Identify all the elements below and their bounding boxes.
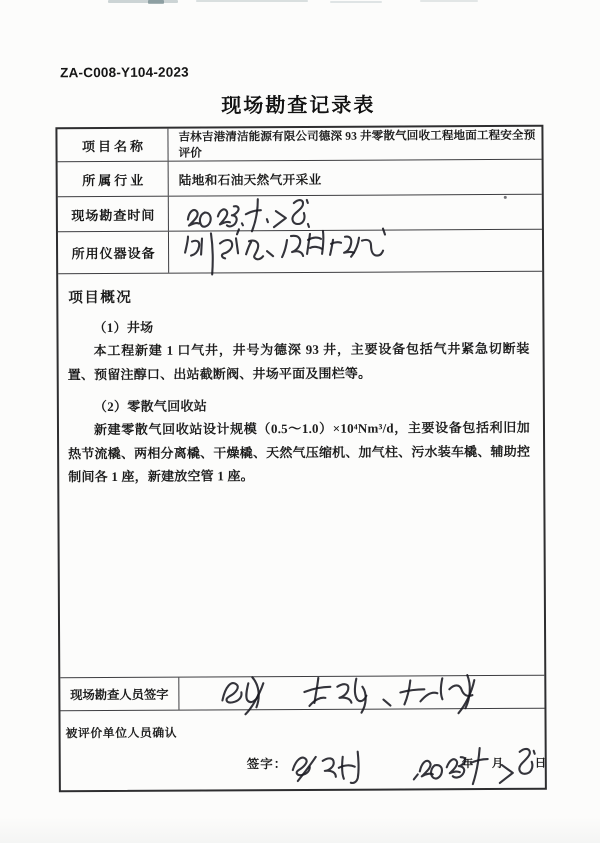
- row-industry: [58, 160, 542, 198]
- row-surveyor-signatures: [60, 676, 544, 712]
- overview-item1-text: 本工程新建 1 口气井，井号为德深 93 井，主要设备包括气井紧急切断装置、预留注醇口、出站截断阀、井场平面及围栏等。: [67, 340, 530, 382]
- sign-here-label: 签字：: [246, 757, 288, 772]
- project-overview: [58, 272, 543, 489]
- overview-item1-heading: （1）井场: [93, 319, 154, 336]
- confirmation-label: 被评价单位人员确认: [65, 725, 178, 741]
- document-code: ZA-C008-Y104-2023: [60, 64, 189, 81]
- industry-value: 陆地和石油天然气开采业: [178, 172, 322, 188]
- row-project-overview: [58, 272, 544, 679]
- surveyor-signatures-area: [179, 676, 544, 710]
- form-title: 现场勘查记录表: [221, 94, 376, 118]
- instruments-label: 所用仪器设备: [58, 232, 169, 274]
- survey-time-value: [169, 195, 542, 231]
- day-label: 日: [534, 757, 547, 770]
- row-survey-time: [58, 195, 542, 233]
- overview-item2-heading: （2）零散气回收站: [93, 398, 208, 415]
- year-label: 年: [461, 758, 474, 771]
- overview-item2-text: 新建零散气回收站设计规模（0.5～1.0）×10⁴Nm³/d，主要设备包括利旧加热节流橇、两相分离橇、干燥橇、天然气压缩机、加气柱、污水装车橇、辅助控制间各 1 座，新建放空管 1 座。: [68, 419, 531, 485]
- row-project-name: [57, 127, 541, 163]
- record-table: [55, 125, 546, 793]
- project-name-value: 吉林吉港清洁能源有限公司德深 93 井零散气回收工程地面工程安全预评价: [178, 128, 536, 160]
- surveyor-signature-label: 现场勘查人员签字: [60, 678, 179, 711]
- row-confirmation: [60, 709, 547, 791]
- row-instruments: [58, 230, 542, 275]
- overview-heading: 项目概况: [68, 289, 133, 307]
- project-name-label: 项目名称: [57, 129, 168, 162]
- survey-time-label: 现场勘查时间: [58, 197, 169, 232]
- instruments-value: [169, 230, 542, 273]
- industry-label: 所属行业: [58, 162, 169, 197]
- month-label: 月: [491, 757, 504, 771]
